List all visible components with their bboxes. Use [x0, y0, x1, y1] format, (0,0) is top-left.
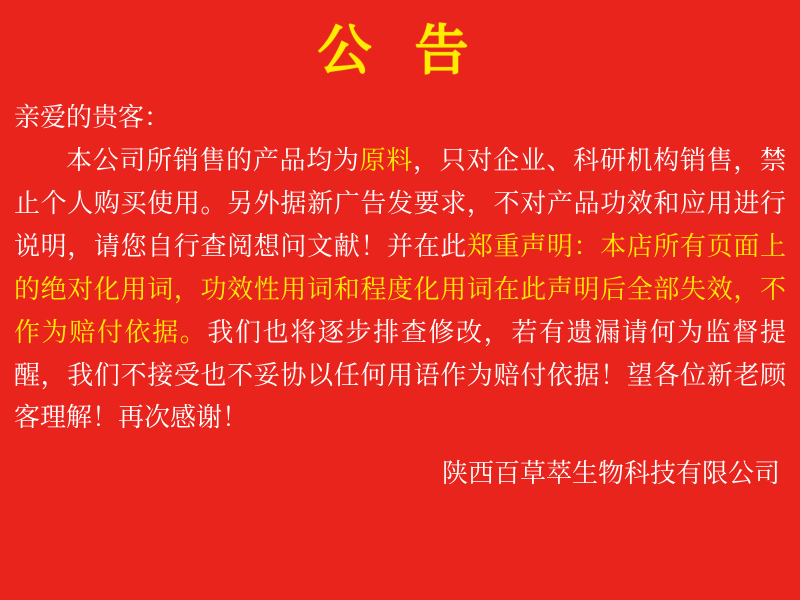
- body-segment-1: 本公司所销售的产品均为: [66, 145, 360, 176]
- announcement-body: [14, 139, 786, 439]
- page-title: 公 告: [317, 21, 483, 81]
- salutation: 亲爱的贵客：: [14, 102, 171, 133]
- body-segment-5: 我们也将逐步排查修改，若有遗漏请何为监督提醒，我们不接受也不妥协以任何用语作为赔付依据！望各位新老顾客理解！再次感谢！: [14, 316, 786, 433]
- body-segment-3: ，只对企业、科研机构销售，禁止个人购买使用。另外据新广告发要求，不对产品功效和应用进行说明，请您自行查阅想问文献！并在此: [14, 145, 786, 261]
- body-segment-4-highlight: 郑重声明：本店所有页面上的绝对化用词，功效性用词和程度化用词在此声明后全部失效，不作为赔付依据。: [14, 230, 786, 347]
- company-signature: 陕西百草萃生物科技有限公司: [441, 458, 780, 489]
- body-segment-2-highlight: 原料: [359, 145, 413, 176]
